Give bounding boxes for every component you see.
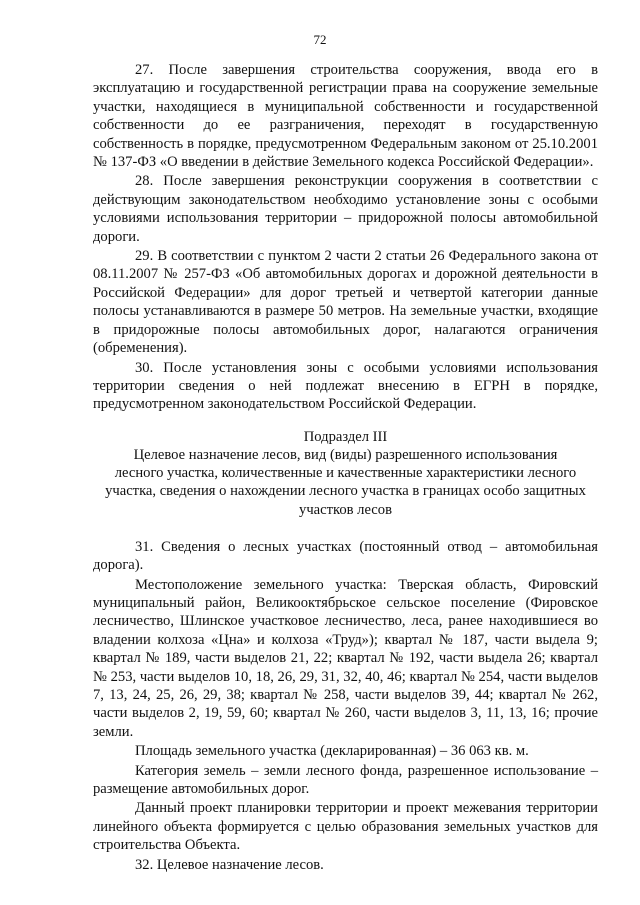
paragraph-32: 32. Целевое назначение лесов.: [135, 856, 324, 873]
subsection-heading-line: лесного участка, количественные и качественные характеристики лесного: [114, 465, 577, 482]
paragraph-project-purpose: Данный проект планировки территории и проект межевания территории линейного объекта формируется с целью образования земельных участков для строительства Объекта.: [93, 800, 598, 854]
paragraph-28: 28. После завершения реконструкции сооружения в соответствии с действующим законодательством необходимо установление зоны с особыми условиями использования территории – придорожной полосы автомобильной дороги.: [93, 173, 598, 245]
subsection-heading-line: участка, сведения о нахождении лесного участка в границах особо защитных: [105, 483, 586, 500]
document-body: [93, 61, 598, 875]
subsection-heading-line: участков лесов: [299, 501, 392, 518]
paragraph-area: Площадь земельного участка (декларированная) – 36 063 кв. м.: [135, 743, 529, 760]
subsection-title: Подраздел III: [303, 428, 388, 445]
paragraph-29: 29. В соответствии с пунктом 2 части 2 статьи 26 Федерального закона от 08.11.2007 № 257-ФЗ «Об автомобильных дорогах и дорожной деятельности в Российской Федерации» для дорог третьей и четвертой категории данные полосы устанавливаются в размере 50 метров. На земельные участки, входящие в придорожные полосы автомобильных дорог, налагаются ограничения (обременения).: [93, 248, 598, 357]
subsection-heading: [93, 428, 598, 519]
paragraph-30: 30. После установления зоны с особыми условиями использования территории сведения о ней подлежат внесению в ЕГРН в порядке, предусмотренном законодательством Российской Федерации.: [93, 359, 598, 413]
paragraph-27: 27. После завершения строительства сооружения, ввода его в эксплуатацию и государственной регистрации права на сооружение земельные участки, находящиеся в муниципальной собственности и государственной собственности до ее разграничения, переходят в государственную собственность в порядке, предусмотренном Федеральным законом от 25.10.2001 № 137-ФЗ «О введении в действие Земельного кодекса Российской Федерации».: [93, 62, 598, 171]
paragraph-location: Местоположение земельного участка: Тверская область, Фировский муниципальный район, Великооктябрьское сельское поселение (Фировское лесничество, Шлинское участковое лесничество, леса, ранее находившиеся во владении колхоза «Цна» и колхоза «Труд»); квартал № 187, части выдела 9; квартал № 189, части выделов 21, 22; квартал № 192, части выдела 26; квартал № 253, части выделов 10, 18, 26, 29, 31, 32, 40, 46; квартал № 254, части выделов 7, 13, 24, 25, 26, 29, 38; квартал № 258, части выделов 39, 44; квартал № 262, части выделов 2, 19, 59, 60; квартал № 260, части выделов 3, 11, 13, 16; прочие земли.: [93, 576, 598, 740]
paragraph-31: 31. Сведения о лесных участках (постоянный отвод – автомобильная дорога).: [93, 538, 598, 574]
subsection-heading-line: Целевое назначение лесов, вид (виды) разрешенного использования: [133, 446, 558, 463]
page-number: 72: [313, 32, 327, 47]
paragraph-land-category: Категория земель – земли лесного фонда, разрешенное использование – размещение автомобильных дорог.: [93, 762, 598, 798]
